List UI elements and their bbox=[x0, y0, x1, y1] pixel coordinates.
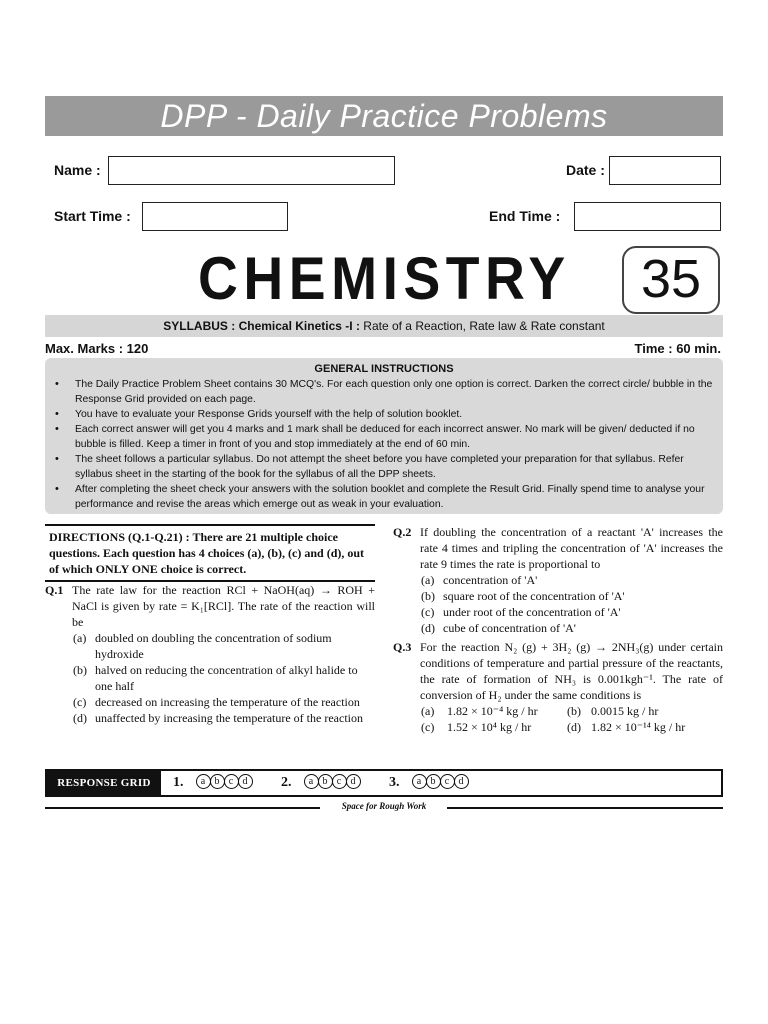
option-text: 0.0015 kg / hr bbox=[591, 704, 659, 718]
question-text: If doubling the concentration of a reactant 'A' increases the rate 4 times and tripling the concentration of 'A' increases the rate 9 times the rate is proportional to bbox=[420, 525, 723, 571]
instruction-item: • The Daily Practice Problem Sheet contains 30 MCQ's. For each question only one option is correct. Darken the correct circle/ bubble in the Response Grid provided on each page. bbox=[53, 377, 715, 407]
option-a bbox=[45, 630, 375, 662]
option-text: doubled on doubling the concentration of sodium hydroxide bbox=[95, 631, 332, 661]
response-grid-label: RESPONSE GRID bbox=[47, 771, 161, 795]
option-text: 1.52 × 10⁴ kg / hr bbox=[447, 720, 532, 734]
answer-bubble-a[interactable]: a bbox=[196, 774, 211, 789]
question-2 bbox=[393, 524, 723, 636]
time-limit: Time : 60 min. bbox=[634, 341, 721, 356]
response-number: 2. bbox=[281, 775, 292, 790]
option-label: (a) bbox=[421, 704, 435, 718]
question-3 bbox=[393, 639, 723, 735]
option-label: (c) bbox=[421, 720, 435, 734]
response-item-1 bbox=[173, 773, 253, 793]
option-label: (c) bbox=[73, 695, 87, 709]
end-time-field[interactable] bbox=[574, 202, 721, 231]
option-label: (b) bbox=[421, 589, 435, 603]
option-text: halved on reducing the concentration of alkyl halide to one half bbox=[95, 663, 358, 693]
option-text: decreased on increasing the temperature of the reaction bbox=[95, 695, 360, 709]
option-row bbox=[393, 703, 723, 719]
option-text: cube of concentration of 'A' bbox=[443, 621, 576, 635]
response-number: 1. bbox=[173, 775, 184, 790]
option-b bbox=[45, 662, 375, 694]
answer-bubble-d[interactable]: d bbox=[238, 774, 253, 789]
option-text: 1.82 × 10⁻¹⁴ kg / hr bbox=[591, 720, 686, 734]
subject-title: CHEMISTRY bbox=[198, 245, 571, 312]
rough-divider-right bbox=[447, 807, 723, 809]
syllabus-text: Rate of a Reaction, Rate law & Rate constant bbox=[363, 319, 605, 333]
option-d bbox=[393, 620, 723, 636]
option-row bbox=[393, 719, 723, 735]
answer-bubble-d[interactable]: d bbox=[454, 774, 469, 789]
start-time-label: Start Time : bbox=[54, 208, 131, 224]
option-text: concentration of 'A' bbox=[443, 573, 538, 587]
response-item-3 bbox=[389, 773, 469, 793]
answer-bubble-c[interactable]: c bbox=[440, 774, 455, 789]
option-label: (d) bbox=[567, 720, 581, 734]
option-c bbox=[45, 694, 375, 710]
option-b bbox=[393, 588, 723, 604]
max-marks: Max. Marks : 120 bbox=[45, 341, 149, 356]
question-number: Q.2 bbox=[393, 525, 412, 539]
option-a bbox=[393, 572, 723, 588]
instruction-item: • You have to evaluate your Response Grids yourself with the help of solution booklet. bbox=[53, 407, 715, 422]
answer-bubble-b[interactable]: b bbox=[426, 774, 441, 789]
instruction-item: • Each correct answer will get you 4 marks and 1 mark shall be deduced for each incorrect answer. No mark will be given/ deducted if no bubble is filled. Keep a timer in front of you and stop immediately at the end of 60 min. bbox=[53, 422, 715, 452]
date-field[interactable] bbox=[609, 156, 721, 185]
end-time-label: End Time : bbox=[489, 208, 561, 224]
option-text: under root of the concentration of 'A' bbox=[443, 605, 621, 619]
date-label: Date : bbox=[566, 162, 605, 178]
option-label: (d) bbox=[421, 621, 435, 635]
answer-bubble-b[interactable]: b bbox=[210, 774, 225, 789]
response-item-2 bbox=[281, 773, 361, 793]
question-text: The rate law for the reaction RCl + NaOH(aq) → ROH + NaCl is given by rate = K₁[RCl]. The rate of the reaction will be bbox=[72, 583, 375, 629]
option-text: square root of the concentration of 'A' bbox=[443, 589, 625, 603]
option-text: 1.82 × 10⁻⁴ kg / hr bbox=[447, 704, 538, 718]
rough-work-label: Space for Rough Work bbox=[341, 801, 427, 811]
answer-bubble-d[interactable]: d bbox=[346, 774, 361, 789]
question-number: Q.1 bbox=[45, 583, 64, 597]
instruction-item: • After completing the sheet check your answers with the solution booklet and complete the Result Grid. Finally spend time to analyse your performance and revise the areas which emerge out as weak in your evaluation. bbox=[53, 482, 715, 512]
option-c bbox=[393, 604, 723, 620]
question-text: For the reaction N₂ (g) + 3H₂ (g) → 2NH₃(g) under certain conditions of temperature and partial pressure of the reactants, the rate of formation of NH₃ is 0.001kgh⁻¹. The rate of conversion of H₂ under the same conditions is bbox=[420, 640, 723, 702]
syllabus-label: SYLLABUS : Chemical Kinetics -I : bbox=[163, 319, 360, 333]
dpp-number-badge: 35 bbox=[622, 246, 720, 314]
name-field[interactable] bbox=[108, 156, 395, 185]
general-instructions bbox=[45, 358, 723, 514]
title-banner bbox=[45, 96, 723, 136]
answer-bubble-c[interactable]: c bbox=[224, 774, 239, 789]
answer-bubble-a[interactable]: a bbox=[412, 774, 427, 789]
option-label: (c) bbox=[421, 605, 435, 619]
option-d bbox=[45, 710, 375, 726]
option-label: (b) bbox=[567, 704, 581, 718]
question-1 bbox=[45, 582, 375, 726]
answer-bubble-c[interactable]: c bbox=[332, 774, 347, 789]
option-label: (a) bbox=[421, 573, 435, 587]
option-label: (a) bbox=[73, 631, 87, 645]
option-label: (d) bbox=[73, 711, 87, 725]
option-text: unaffected by increasing the temperature of the reaction bbox=[95, 711, 363, 725]
start-time-field[interactable] bbox=[142, 202, 288, 231]
name-label: Name : bbox=[54, 162, 101, 178]
instructions-title: GENERAL INSTRUCTIONS bbox=[314, 363, 454, 375]
directions-box: DIRECTIONS (Q.1-Q.21) : There are 21 multiple choice questions. Each question has 4 choices (a), (b), (c) and (d), out of which ONLY ONE choice is correct. bbox=[45, 524, 375, 582]
instruction-item: • The sheet follows a particular syllabus. Do not attempt the sheet before you have completed your preparation for that syllabus. Refer syllabus sheet in the starting of the book for the syllabus of all the DPP sheets. bbox=[53, 452, 715, 482]
answer-bubble-a[interactable]: a bbox=[304, 774, 319, 789]
response-number: 3. bbox=[389, 775, 400, 790]
response-grid bbox=[45, 769, 723, 797]
answer-bubble-b[interactable]: b bbox=[318, 774, 333, 789]
option-label: (b) bbox=[73, 663, 87, 677]
page-title: DPP - Daily Practice Problems bbox=[160, 98, 608, 134]
syllabus-bar bbox=[45, 315, 723, 337]
question-number: Q.3 bbox=[393, 640, 412, 654]
